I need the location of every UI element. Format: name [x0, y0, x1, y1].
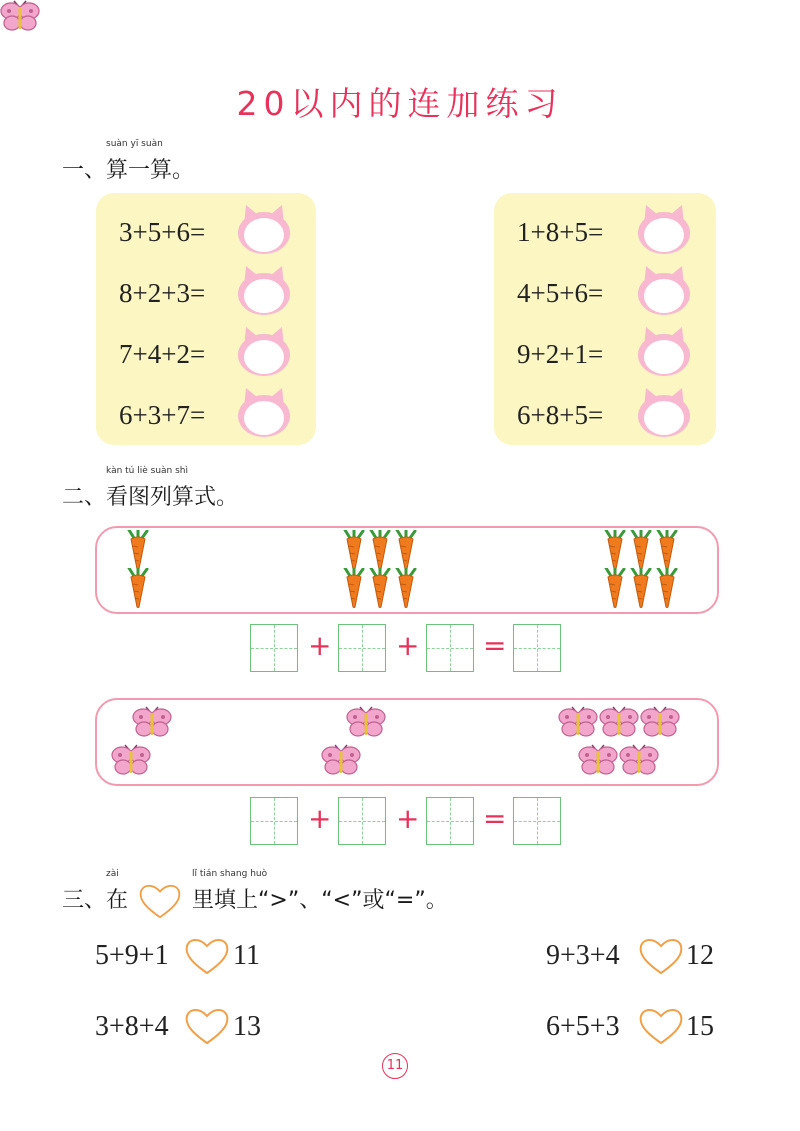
compare-left-expression: 9+3+4 [546, 940, 620, 971]
left-problem-2: 8+2+3= [119, 278, 206, 308]
equals-sign: = [483, 802, 507, 835]
compare-right-value: 11 [233, 940, 260, 971]
right-problem-4: 6+8+5= [517, 400, 604, 430]
answer-grid-box[interactable] [513, 624, 561, 672]
left-problem-4: 6+3+7= [119, 400, 206, 430]
heart-answer-icon[interactable] [637, 1006, 685, 1046]
cat-answer-bubble-icon[interactable] [236, 386, 292, 438]
section-1-prefix: 一、 [62, 158, 107, 183]
plus-sign: + [396, 629, 420, 662]
answer-grid-box[interactable] [426, 797, 474, 845]
equals-sign: = [483, 629, 507, 662]
cat-answer-bubble-icon[interactable] [636, 325, 692, 377]
compare-left-expression: 3+8+4 [95, 1011, 169, 1042]
section-2-heading [62, 466, 239, 511]
plus-sign: + [308, 802, 332, 835]
butterfly-icon [599, 706, 639, 742]
plus-sign: + [396, 802, 420, 835]
butterfly-icon [0, 0, 40, 36]
carrot-icon [125, 568, 151, 612]
answer-grid-box[interactable] [250, 797, 298, 845]
right-problem-3: 9+2+1= [517, 339, 604, 369]
heart-outline-icon [137, 882, 183, 920]
plus-sign: + [308, 629, 332, 662]
page-number: 11 [382, 1053, 408, 1079]
butterfly-icon [346, 706, 386, 742]
heart-answer-icon[interactable] [183, 1006, 231, 1046]
section-3-zai-pinyin: zài [106, 869, 119, 879]
butterfly-icon [321, 744, 361, 780]
compare-left-expression: 5+9+1 [95, 940, 169, 971]
compare-right-value: 13 [233, 1011, 261, 1042]
section-3-rest-pinyin: lǐ tián shang huò [192, 869, 268, 879]
carrot-icon [602, 568, 628, 612]
section-2-prefix: 二、 [62, 485, 107, 510]
butterfly-icon [111, 744, 151, 780]
cat-answer-bubble-icon[interactable] [636, 203, 692, 255]
cat-answer-bubble-icon[interactable] [636, 264, 692, 316]
section-2-text: 看图列算式。 [106, 485, 239, 510]
compare-left-expression: 6+5+3 [546, 1011, 620, 1042]
butterfly-icon [619, 744, 659, 780]
carrot-icon [654, 568, 680, 612]
butterfly-icon [578, 744, 618, 780]
page-title: 20以内的连加练习 [236, 84, 564, 123]
carrot-icon [393, 568, 419, 612]
section-1-heading [62, 139, 195, 184]
answer-grid-box[interactable] [426, 624, 474, 672]
butterfly-icon [640, 706, 680, 742]
section-3-rest: 里填上“>”、“<”或“=”。 [192, 888, 448, 913]
cat-answer-bubble-icon[interactable] [236, 264, 292, 316]
answer-grid-box[interactable] [513, 797, 561, 845]
carrot-icon [628, 568, 654, 612]
compare-right-value: 12 [686, 940, 714, 971]
section-1-pinyin: suàn yī suàn [106, 139, 163, 149]
right-problem-1: 1+8+5= [517, 217, 604, 247]
section-1-text: 算一算。 [106, 158, 195, 183]
section-3-zai: 在 [106, 888, 129, 913]
carrot-icon [367, 568, 393, 612]
section-3-prefix: 三、 [62, 888, 107, 913]
butterfly-icon [132, 706, 172, 742]
cat-answer-bubble-icon[interactable] [236, 203, 292, 255]
answer-grid-box[interactable] [338, 797, 386, 845]
heart-answer-icon[interactable] [637, 936, 685, 976]
compare-right-value: 15 [686, 1011, 714, 1042]
right-problem-2: 4+5+6= [517, 278, 604, 308]
left-problem-3: 7+4+2= [119, 339, 206, 369]
left-problem-1: 3+5+6= [119, 217, 206, 247]
answer-grid-box[interactable] [338, 624, 386, 672]
cat-answer-bubble-icon[interactable] [236, 325, 292, 377]
cat-answer-bubble-icon[interactable] [636, 386, 692, 438]
section-3-heading [62, 869, 448, 920]
section-2-pinyin: kàn tú liè suàn shì [106, 466, 189, 476]
butterfly-icon [558, 706, 598, 742]
carrot-icon [341, 568, 367, 612]
heart-answer-icon[interactable] [183, 936, 231, 976]
answer-grid-box[interactable] [250, 624, 298, 672]
